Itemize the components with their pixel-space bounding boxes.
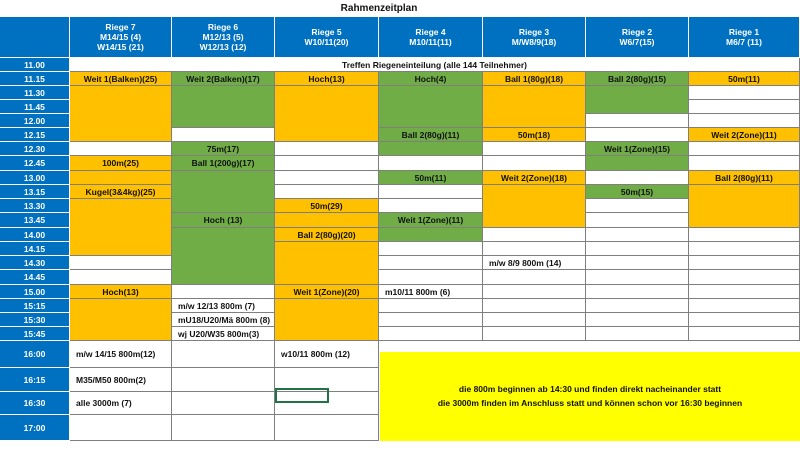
grid-cell[interactable] (586, 313, 689, 327)
event-fill[interactable] (70, 86, 172, 142)
grid-cell[interactable] (586, 327, 689, 341)
grid-cell[interactable] (70, 256, 172, 270)
event-fill[interactable] (70, 299, 172, 341)
riege-header-line: W14/15 (21) (97, 42, 144, 53)
grid-cell[interactable] (586, 299, 689, 313)
grid-cell[interactable] (275, 415, 379, 441)
event-fill[interactable] (172, 86, 275, 128)
grid-cell[interactable] (586, 242, 689, 256)
event-fill[interactable] (70, 199, 172, 256)
event-cell[interactable]: 50m(29) (275, 199, 379, 213)
event-cell[interactable]: m/w 14/15 800m(12) (70, 341, 172, 368)
event-cell[interactable]: Hoch(13) (275, 72, 379, 86)
riege-header-line: Riege 4 (415, 26, 446, 37)
time-cell[interactable]: 11.15 (0, 72, 70, 86)
grid-cell[interactable] (379, 199, 483, 213)
event-cell[interactable]: Weit 2(Zone)(18) (483, 171, 586, 185)
riege-header[interactable] (172, 17, 275, 58)
event-fill[interactable] (70, 171, 172, 185)
grid-cell[interactable] (689, 270, 800, 285)
riege-header-line: W12/13 (12) (199, 42, 247, 53)
event-cell[interactable]: Hoch(13) (70, 285, 172, 299)
riege-header-line: M14/15 (4) (99, 31, 142, 42)
grid-cell[interactable] (379, 256, 483, 270)
grid-cell[interactable] (483, 156, 586, 171)
event-fill[interactable] (379, 142, 483, 156)
riege-header-line: Riege 3 (518, 26, 550, 37)
event-fill[interactable] (586, 156, 689, 171)
event-cell[interactable]: Ball 2(80g)(15) (586, 72, 689, 86)
event-cell[interactable]: Weit 2(Balken)(17) (172, 72, 275, 86)
time-cell[interactable]: 11.45 (0, 100, 70, 114)
event-fill[interactable] (275, 299, 379, 341)
event-fill[interactable] (275, 213, 379, 228)
grid-cell[interactable] (172, 415, 275, 441)
grid-cell[interactable] (483, 142, 586, 156)
event-cell[interactable]: Ball 2(80g)(20) (275, 228, 379, 242)
riege-header-line: W6/7(15) (619, 37, 655, 47)
time-cell[interactable]: 13.45 (0, 213, 70, 228)
event-fill[interactable] (483, 86, 586, 128)
riege-header[interactable] (70, 17, 172, 58)
grid-cell[interactable] (483, 313, 586, 327)
grid-cell[interactable] (689, 327, 800, 341)
event-cell[interactable]: Weit 2(Zone)(11) (689, 128, 800, 142)
grid-cell[interactable] (172, 285, 275, 299)
grid-cell[interactable] (689, 142, 800, 156)
riege-header-line: Riege 6 (207, 21, 239, 32)
grid-cell[interactable] (586, 128, 689, 142)
grid-cell[interactable] (172, 368, 275, 392)
treffen-row[interactable]: Treffen Riegeneinteilung (alle 144 Teilnehmer) (70, 58, 800, 72)
grid-cell[interactable] (275, 185, 379, 199)
riege-header[interactable] (689, 17, 800, 58)
grid-cell[interactable] (483, 242, 586, 256)
time-cell[interactable]: 13.15 (0, 185, 70, 199)
grid-cell[interactable] (586, 228, 689, 242)
riege-header[interactable] (379, 17, 483, 58)
event-cell[interactable]: m/w 8/9 800m (14) (483, 256, 586, 270)
event-fill[interactable] (172, 171, 275, 213)
corner-cell[interactable] (0, 17, 70, 58)
grid-cell[interactable] (689, 313, 800, 327)
event-fill[interactable] (483, 185, 586, 228)
riege-header-line: M/W8/9(18) (511, 37, 557, 47)
time-cell[interactable]: 14.30 (0, 256, 70, 270)
grid-cell[interactable] (689, 228, 800, 242)
grid-cell[interactable] (275, 142, 379, 156)
event-cell[interactable]: w10/11 800m (12) (275, 341, 379, 368)
event-fill[interactable] (586, 86, 689, 114)
event-cell[interactable]: 50m(11) (689, 72, 800, 86)
grid-cell[interactable] (379, 299, 483, 313)
event-cell[interactable]: Ball 2(80g)(11) (689, 171, 800, 185)
event-cell[interactable]: Ball 2(80g)(11) (379, 128, 483, 142)
time-cell[interactable]: 12.15 (0, 128, 70, 142)
riege-header-line: Riege 5 (311, 26, 342, 37)
riege-header[interactable] (483, 17, 586, 58)
grid-cell[interactable] (689, 156, 800, 171)
note-line: die 800m beginnen ab 14:30 und finden direkt nacheinander statt (458, 383, 722, 394)
event-cell[interactable]: Weit 1(Zone)(11) (379, 213, 483, 228)
time-cell[interactable]: 13.30 (0, 199, 70, 213)
grid-cell[interactable] (586, 171, 689, 185)
grid-cell[interactable] (379, 185, 483, 199)
grid-cell[interactable] (70, 415, 172, 441)
grid-cell[interactable] (379, 156, 483, 171)
time-cell[interactable]: 14.00 (0, 228, 70, 242)
grid-cell[interactable] (172, 128, 275, 142)
event-cell[interactable]: Ball 1(200g)(17) (172, 156, 275, 171)
time-cell[interactable]: 13.00 (0, 171, 70, 185)
riege-header-line: Riege 2 (621, 26, 653, 37)
page-title[interactable]: Rahmenzeitplan (276, 0, 482, 17)
event-fill[interactable] (275, 242, 379, 285)
event-cell[interactable]: wj U20/W35 800m(3) (172, 327, 275, 341)
grid-cell[interactable] (172, 392, 275, 415)
event-cell[interactable]: m/w 12/13 800m (7) (172, 299, 275, 313)
event-cell[interactable]: Ball 1(80g)(18) (483, 72, 586, 86)
grid-cell[interactable] (483, 299, 586, 313)
grid-cell[interactable] (689, 114, 800, 128)
time-cell[interactable]: 14.45 (0, 270, 70, 285)
grid-cell[interactable] (689, 256, 800, 270)
grid-cell[interactable] (483, 327, 586, 341)
event-fill[interactable] (379, 86, 483, 128)
grid-cell[interactable] (379, 270, 483, 285)
time-cell[interactable]: 12.00 (0, 114, 70, 128)
grid-cell[interactable] (689, 100, 800, 114)
grid-cell[interactable] (275, 368, 379, 392)
event-cell[interactable]: 75m(17) (172, 142, 275, 156)
event-cell[interactable]: 50m(11) (379, 171, 483, 185)
event-cell[interactable]: m10/11 800m (6) (379, 285, 483, 299)
grid-cell[interactable] (172, 341, 275, 368)
event-cell[interactable]: M35/M50 800m(2) (70, 368, 172, 392)
grid-cell[interactable] (689, 242, 800, 256)
grid-cell[interactable] (275, 156, 379, 171)
event-cell[interactable]: 50m(18) (483, 128, 586, 142)
event-fill[interactable] (172, 228, 275, 285)
time-cell[interactable]: 14.15 (0, 242, 70, 256)
grid-cell[interactable] (689, 299, 800, 313)
grid-cell[interactable] (483, 228, 586, 242)
time-cell[interactable]: 11.00 (0, 58, 70, 72)
note-line: die 3000m finden im Anschluss statt und können schon vor 16:30 beginnen (437, 397, 743, 408)
grid-cell[interactable] (483, 270, 586, 285)
grid-cell[interactable] (586, 114, 689, 128)
time-cell[interactable]: 11.30 (0, 86, 70, 100)
grid-cell[interactable] (275, 392, 379, 415)
event-fill[interactable] (379, 228, 483, 242)
riege-header[interactable] (586, 17, 689, 58)
time-cell[interactable]: 16:30 (0, 392, 70, 415)
event-cell[interactable]: 50m(15) (586, 185, 689, 199)
time-cell[interactable]: 15:15 (0, 299, 70, 313)
riege-header[interactable] (275, 17, 379, 58)
event-cell[interactable]: Weit 1(Zone)(15) (586, 142, 689, 156)
grid-cell[interactable] (586, 213, 689, 228)
time-cell[interactable]: 16:15 (0, 368, 70, 392)
grid-cell[interactable] (275, 171, 379, 185)
grid-cell[interactable] (586, 270, 689, 285)
riege-header-line: M10/11(11) (409, 37, 452, 47)
event-fill[interactable] (689, 185, 800, 228)
event-cell[interactable]: Hoch(4) (379, 72, 483, 86)
riege-header-line: M12/13 (5) (202, 31, 244, 42)
grid-cell[interactable] (689, 285, 800, 299)
event-cell[interactable]: Weit 1(Zone)(20) (275, 285, 379, 299)
grid-cell[interactable] (483, 285, 586, 299)
event-cell[interactable]: Kugel(3&4kg)(25) (70, 185, 172, 199)
grid-cell[interactable] (586, 199, 689, 213)
time-cell[interactable]: 12.30 (0, 142, 70, 156)
time-cell[interactable]: 15.00 (0, 285, 70, 299)
note-box[interactable] (380, 352, 800, 441)
grid-cell[interactable] (379, 242, 483, 256)
grid-cell[interactable] (379, 327, 483, 341)
grid-cell[interactable] (70, 142, 172, 156)
riege-header-line: Riege 7 (105, 21, 136, 32)
grid-cell[interactable] (689, 86, 800, 100)
event-cell[interactable]: 100m(25) (70, 156, 172, 171)
grid-cell[interactable] (70, 270, 172, 285)
time-cell[interactable]: 16:00 (0, 341, 70, 368)
grid-cell[interactable] (586, 256, 689, 270)
event-cell[interactable]: alle 3000m (7) (70, 392, 172, 415)
riege-header-line: Riege 1 (728, 26, 760, 37)
grid-cell[interactable] (379, 313, 483, 327)
riege-header-line: M6/7 (11) (726, 37, 762, 47)
time-cell[interactable]: 17:00 (0, 415, 70, 441)
riege-header-line: W10/11(20) (304, 37, 349, 47)
event-cell[interactable]: Weit 1(Balken)(25) (70, 72, 172, 86)
grid-cell[interactable] (586, 285, 689, 299)
time-cell[interactable]: 12.45 (0, 156, 70, 171)
time-cell[interactable]: 15:30 (0, 313, 70, 327)
event-fill[interactable] (275, 86, 379, 142)
event-cell[interactable]: mU18/U20/Mä 800m (8) (172, 313, 275, 327)
time-cell[interactable]: 15:45 (0, 327, 70, 341)
event-cell[interactable]: Hoch (13) (172, 213, 275, 228)
